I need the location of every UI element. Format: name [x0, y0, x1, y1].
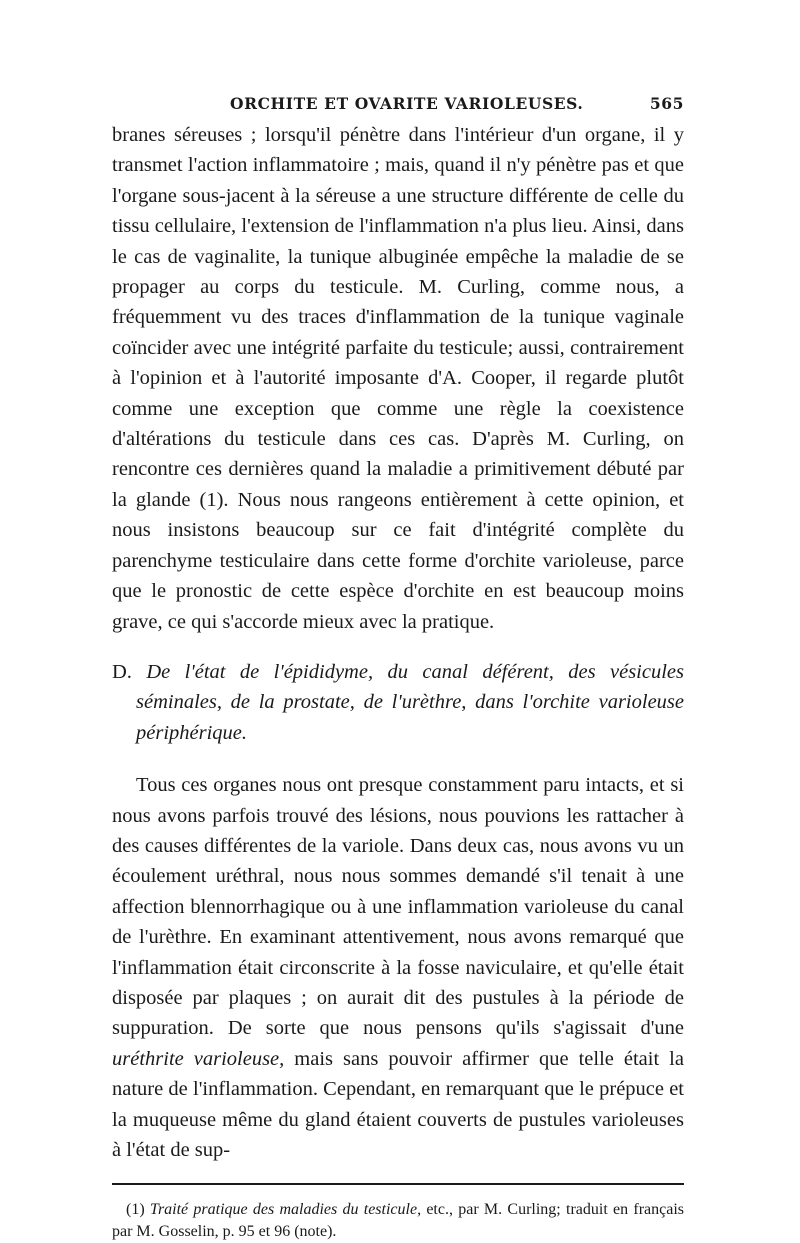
footnote-title: Traité pratique des maladies du testicule, — [149, 1201, 422, 1219]
running-title: ORCHITE ET OVARITE VARIOLEUSES. — [230, 94, 584, 113]
footnote — [112, 1199, 684, 1243]
footnote-rule — [112, 1183, 684, 1185]
paragraph-1: branes séreuses ; lorsqu'il pénètre dans l'intérieur d'un organe, il y transmet l'action inflammatoire ; mais, quand il n'y pénètre pas et que l'organe sous-jacent à la séreuse a une structure différente de celle du tissu cellulaire, l'extension de l'inflammation n'a plus lieu. Ainsi, dans le cas de vaginalite, la tunique albuginée empêche la maladie de se propager au corps du testicule. M. Curling, comme nous, a fréquemment vu des traces d'inflammation de la tunique vaginale coïncider avec une intégrité parfaite du testicule; aussi, contrairement à l'opinion et à l'autorité imposante d'A. Cooper, il regarde plutôt comme une exception que comme une règle la coexistence d'altérations du testicule dans ces cas. D'après M. Curling, on rencontre ces dernières quand la maladie a primitivement débuté par la glande (1). Nous nous rangeons entièrement à cette opinion, et nous insistons beaucoup sur ce fait d'intégrité complète du parenchyme testiculaire dans cette forme d'orchite varioleuse, parce que le pronostic de cette espèce d'orchite en est beaucoup moins grave, ce qui s'accorde mieux avec la pratique. — [112, 124, 684, 633]
footnote-marker: (1) — [126, 1201, 145, 1219]
paragraph-2-italic: uréthrite varioleuse, — [112, 1047, 285, 1070]
section-heading — [112, 657, 684, 748]
section-title: De l'état de l'épididyme, du canal déférent, des vésicules séminales, de la prostate, de l'urèthre, dans l'orchite varioleuse périphérique. — [136, 660, 684, 744]
page-header — [112, 94, 684, 118]
book-page — [112, 94, 684, 1243]
paragraph-2-text-b: mais sans pouvoir affirmer que telle était la nature de l'inflammation. Cependant, en remarquant que le prépuce et la muqueuse même du gland étaient couverts de pustules varioleuses à l'état de sup- — [112, 1047, 684, 1161]
paragraph-2 — [112, 770, 684, 1165]
paragraph-2-text-a: Tous ces organes nous ont presque constamment paru intacts, et si nous avons parfois trouvé des lésions, nous pouvions les rattacher à des causes différentes de la variole. Dans deux cas, nous avons vu un écoulement uréthral, nous nous sommes demandé s'il tenait à une affection blennorrhagique ou à une inflammation varioleuse du canal de l'urèthre. En examinant attentivement, nous avons remarqué que l'inflammation était circonscrite à la fosse naviculaire, et qu'elle était disposée par plaques ; on aurait dit des pustules à la période de suppuration. De sorte que nous pensons qu'ils s'agissait d'une — [112, 774, 684, 1040]
footnote-text: etc., par M. Curling; traduit en français par M. Gosselin, p. 95 et 96 (note). — [112, 1201, 685, 1241]
page-number: 565 — [649, 94, 684, 113]
section-letter: D. — [112, 660, 132, 683]
